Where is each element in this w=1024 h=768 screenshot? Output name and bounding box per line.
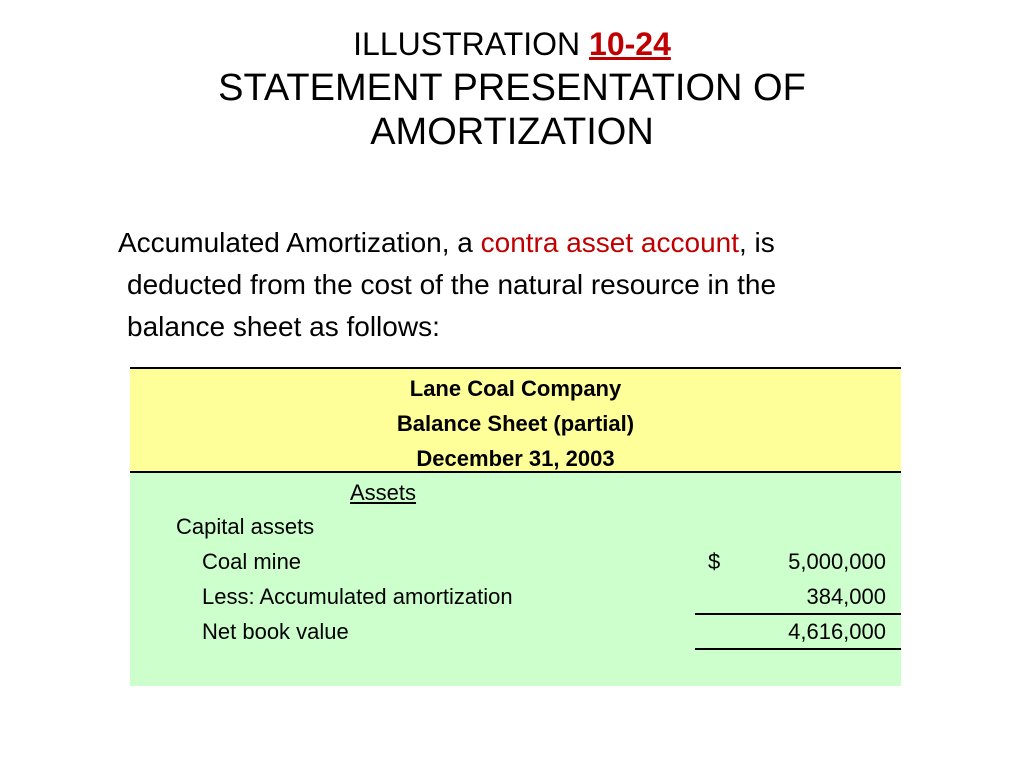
row-label-net-book-value: Net book value: [202, 619, 349, 644]
section-heading-assets: Assets: [350, 480, 417, 505]
illustration-number: 10-24: [589, 26, 671, 62]
title-line-2: STATEMENT PRESENTATION OF: [218, 67, 806, 109]
row-amount-accumulated-amortization: 384,000: [806, 584, 886, 609]
balance-sheet-header: [130, 367, 901, 473]
total-rule: [695, 648, 901, 650]
title-line-3: AMORTIZATION: [370, 111, 654, 153]
subtotal-rule: [695, 613, 901, 615]
row-amount-net-book-value: 4,616,000: [788, 619, 886, 644]
body-line-2: deducted from the cost of the natural resource in the: [127, 269, 777, 300]
body-line-3: balance sheet as follows:: [127, 311, 440, 342]
body-text-part2: , is: [739, 227, 775, 258]
row-label-accumulated-amortization: Less: Accumulated amortization: [202, 584, 513, 609]
row-amount-coal-mine: 5,000,000: [788, 549, 886, 574]
company-name: Lane Coal Company: [409, 376, 622, 401]
body-text-part1: Accumulated Amortization, a: [118, 227, 481, 258]
title-prefix: ILLUSTRATION: [353, 26, 590, 62]
row-currency-symbol: $: [708, 549, 721, 574]
balance-sheet-table: [130, 367, 901, 686]
body-highlight-term: contra asset account: [480, 227, 739, 258]
slide-title: [0, 22, 1024, 154]
title-illustration-line: [0, 22, 1024, 66]
row-label-coal-mine: Coal mine: [202, 549, 302, 574]
body-paragraph: [118, 222, 918, 348]
statement-date: December 31, 2003: [416, 446, 615, 471]
statement-name: Balance Sheet (partial): [396, 411, 635, 436]
category-capital-assets: Capital assets: [176, 514, 315, 539]
